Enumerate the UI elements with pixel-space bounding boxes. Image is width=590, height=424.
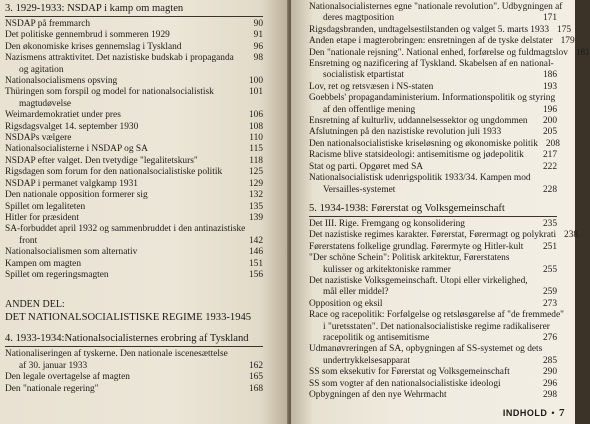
toc-entry [309,59,557,70]
toc-entry [5,42,263,53]
toc-entry [5,190,263,201]
toc-entry [309,390,557,401]
toc-entry-title: Det nazistiske regimes karakter. Førerstat, Førermagt og polykrati [309,230,557,241]
toc-entry-title: Den nationale opposition formerer sig [5,190,148,201]
toc-entry-page: 175 [557,24,572,35]
toc-entry-title: NSDAP efter valget. Den tvetydige "legalitetskurs" [5,155,198,166]
toc-entry [5,236,263,247]
toc-entry [309,322,557,333]
toc-entry-page: 290 [542,367,557,378]
toc-entry [5,384,263,395]
toc-entry-title: SS som vogter af den nationalsocialistiske ideologi [309,378,501,389]
section-3-heading [5,2,263,17]
toc-entry-title: Nationalsocialismens opsving [5,76,118,87]
section-4-continued-entries [309,2,590,196]
toc-entry [5,167,263,178]
toc-entry-title: Stat og parti. Opgøret med SA [309,161,424,172]
toc-entry-page: 101 [248,87,263,98]
toc-entry-title: Kampen om magten [5,258,82,269]
left-page [0,0,289,424]
section-4-entries [5,349,263,395]
toc-entry [5,349,263,360]
toc-entry-page: 251 [542,241,557,252]
toc-entry-page: 259 [542,287,557,298]
toc-entry-page: 165 [248,372,263,383]
toc-entry [309,70,557,81]
footer-label: INDHOLD [502,408,548,418]
toc-entry-title: deres magtposition [323,13,395,24]
footer-separator: • [551,408,555,418]
toc-entry-title: Ensretning og nazificering af Tyskland. Skabelsen af en national- [309,59,554,70]
toc-entry-page: 200 [542,116,557,127]
toc-entry-page: 135 [248,201,263,212]
toc-entry [5,202,263,213]
toc-entry-title: Det politiske gennembrud i sommeren 1929 [5,30,170,41]
toc-entry-page: 162 [248,360,263,371]
toc-entry [5,179,263,190]
toc-entry-page: 235 [542,218,557,229]
toc-entry [5,65,263,76]
toc-entry-title: Goebbels' propagandaministerium. Informationspolitik og styring [309,93,556,104]
toc-entry [309,116,557,127]
toc-entry-page: 142 [248,235,263,246]
toc-entry-page: 228 [542,184,557,195]
toc-entry [309,185,557,196]
toc-entry-title: i "uretsstaten". Det nationalsocialistiske regime radikaliserer [323,321,550,332]
toc-entry-title: "Der schöne Schein": Politisk arkitektur, Førerstatens [309,253,510,264]
toc-entry-page: 238 [564,230,579,241]
toc-entry [309,93,557,104]
toc-entry [5,224,263,235]
toc-entry [5,372,263,383]
section-4-title: 4. 1933-1934:Nationalsocialisternes erobring af Tyskland [5,333,249,345]
toc-entry-page: 276 [542,332,557,343]
toc-entry [309,344,557,355]
toc-entry-title: Nationaliseringen af tyskerne. Den nationale iscenesættelse [5,349,228,360]
page-footer [503,407,565,419]
toc-entry-page: 90 [253,19,263,29]
toc-entry-title: Den "nationale regering" [5,383,99,394]
toc-entry-title: SS som eksekutiv for Førerstat og Volksgemeinschaft [309,367,510,378]
toc-entry-page: 151 [248,258,263,269]
toc-entry-page: 196 [542,104,557,115]
toc-entry [5,99,263,110]
toc-entry-page: 156 [248,269,263,280]
toc-entry-page: 100 [248,76,263,87]
toc-entry-title: Anden etape i magterobringen: ensretningen af de tyske delstater [309,36,553,47]
toc-entry-page: 132 [248,190,263,201]
toc-entry-title: og agitation [19,64,64,75]
toc-entry-title: Den nationalsocialistiske kriseløsning og økonomiske politik [309,138,538,149]
toc-entry-title: Udmanøvreringen af SA, opbygningen af SS-systemet og dets [309,344,543,355]
toc-entry [5,144,263,155]
part-title: DET NATIONALSOCIALISTISKE REGIME 1933-1945 [5,312,252,324]
toc-entry-title: magtudøvelse [19,98,72,109]
toc-entry [309,367,557,378]
toc-entry-title: af den offentlige mening [323,104,416,115]
toc-entry [309,333,557,344]
toc-entry [309,138,560,150]
section-5-entries [309,218,579,402]
section-4-heading [5,332,263,347]
toc-entry [5,76,263,87]
toc-entry-title: af 30. januar 1933 [19,360,88,371]
toc-entry [309,105,557,116]
toc-entry-title: Nazismens attraktivitet. Det nazistiske budskab i propaganda [5,53,234,64]
toc-entry [5,53,263,64]
toc-entry-page: 273 [542,298,557,309]
toc-entry-title: Nationalsocialismen som alternativ [5,247,138,258]
toc-entry [309,253,557,264]
toc-entry-page: 115 [249,144,263,155]
toc-entry [309,379,557,390]
toc-entry [309,242,557,253]
toc-entry-page: 255 [542,264,557,275]
toc-entry-title: Spillet om regeringsmagten [5,269,109,280]
section-5-title: 5. 1934-1938: Førerstat og Volksgemeinschaft [309,202,505,214]
toc-entry [5,361,263,372]
toc-entry-page: 146 [248,247,263,258]
toc-entry [309,150,557,161]
toc-entry-title: Afslutningen på den nazistiske revolution juli 1933 [309,127,502,138]
toc-entry-page: 186 [542,70,557,81]
toc-entry-title: Hitler for præsident [5,212,79,223]
toc-entry [309,276,557,287]
toc-entry-page: 285 [542,355,557,366]
toc-entry [5,213,263,224]
toc-entry-title: Spillet om legaliteten [5,201,86,212]
toc-entry-page: 98 [253,53,263,64]
toc-entry [5,247,263,258]
toc-entry-page: 91 [253,30,263,41]
page-number: 7 [559,407,565,419]
section-3-title: 3. 1929-1933: NSDAP i kamp om magten [5,3,184,14]
toc-entry-page: 193 [542,81,557,92]
part-label: ANDEN DEL: [5,299,65,311]
toc-entry-page: 110 [249,133,263,144]
toc-entry-title: kulisser og arkitektoniske rammer [323,264,451,275]
toc-entry [309,13,557,24]
toc-entry-title: Det III. Rige. Fremgang og konsolidering [309,218,465,229]
toc-entry-title: Rigsdagsbranden, undtagelsestilstanden og valget 5. marts 1933 [309,24,550,35]
right-toc [309,2,590,401]
toc-entry-title: mål eller middel? [323,287,389,298]
toc-entry-page: 208 [545,138,560,149]
toc-entry-title: front [19,235,38,246]
toc-entry-title: NSDAP i permanet valgkamp 1931 [5,178,138,189]
toc-entry-title: Førerstatens folkelige grundlag. Førermyte og Hitler-kult [309,241,524,252]
toc-entry [5,270,263,281]
toc-entry-title: NSDAP på fremmarch [5,19,91,29]
right-page [291,0,590,424]
toc-entry-page: 125 [248,167,263,178]
toc-entry-page: 96 [253,41,263,52]
toc-entry-title: Nationalsocialistisk udenrigspolitik 1933/34. Kampen mod [309,173,531,184]
toc-entry-page: 108 [248,121,263,132]
toc-entry-page: 222 [542,161,557,172]
toc-entry-title: Racisme blive statsideologi: antisemitisme og jødepolitik [309,150,524,161]
toc-entry [309,2,563,13]
toc-entry [5,110,263,121]
toc-entry-title: Det nazistiske Volksgemeinschaft. Utopi eller virkelighed, [309,275,528,286]
toc-entry-page: 118 [249,155,263,166]
toc-entry [309,36,575,47]
toc-entry [309,310,564,321]
toc-entry-title: Opposition og eksil [309,298,383,309]
toc-entry [309,299,557,310]
toc-entry [309,287,557,298]
toc-entry [309,162,557,173]
toc-entry-title: racepolitik og antisemitisme [323,332,430,343]
toc-entry [5,30,263,41]
toc-entry-title: socialistisk etpartistat [323,70,404,81]
toc-entry [5,259,263,270]
toc-entry-title: SA-forbuddet april 1932 og sammenbruddet i den antinazistiske [5,224,246,235]
toc-entry-title: Opbygningen af den nye Wehrmacht [309,390,447,400]
toc-entry-page: 296 [542,378,557,389]
toc-entry-page: 129 [248,178,263,189]
toc-entry [5,19,263,30]
toc-entry-title: Versailles-systemet [323,184,396,195]
toc-entry [309,230,579,241]
toc-entry [309,47,590,59]
left-toc [5,2,263,395]
toc-entry-title: Den "nationale rejsning". National enhed, forførelse og fuldmagtslov [309,47,568,58]
toc-entry-title: undertrykkelsesapparat [323,355,410,366]
toc-entry [309,24,572,36]
toc-entry-title: NSDAPs vælgere [5,133,72,144]
toc-entry-title: Rigsdagen som forum for den nationalsocialistiske politik [5,167,223,178]
toc-entry-title: Nationalsocialisterne i NSDAP og SA [5,144,148,155]
toc-entry [309,356,557,367]
toc-entry-title: Den legale overtagelse af magten [5,372,130,383]
toc-entry-page: 298 [542,390,557,400]
toc-entry-title: Lov, ret og retsvæsen i NS-staten [309,81,434,92]
toc-entry-page: 171 [542,13,557,24]
toc-entry-title: Nationalsocialisternes egne "nationale revolution". Udbygningen af [309,2,563,12]
toc-entry-title: Den økonomiske krises gennemslag i Tyskland [5,41,182,52]
toc-entry-page: 106 [248,110,263,121]
toc-entry-title: Ensretning af kulturliv, uddannelsessektor og ungdommen [309,116,528,127]
toc-entry [5,122,263,133]
toc-entry-title: Weimardemokratiet under pres [5,110,121,121]
toc-entry-page: 168 [248,383,263,394]
toc-entry [309,219,557,230]
section-5-heading [309,202,557,217]
section-3-entries [5,19,263,281]
toc-entry [5,133,263,144]
toc-entry-page: 205 [542,127,557,138]
toc-entry [5,87,263,98]
toc-entry-page: 139 [248,212,263,223]
toc-entry-page: 179 [560,36,575,47]
toc-entry-title: Rigsdagsvalget 14. september 1930 [5,121,139,132]
toc-entry [309,127,557,138]
toc-entry [5,156,263,167]
toc-entry [309,265,557,276]
toc-entry-page: 181 [575,47,590,58]
toc-entry [309,173,557,184]
toc-entry [309,82,557,93]
toc-entry-title: Thüringen som forspil og model for nationalsocialistisk [5,87,214,98]
toc-entry-title: Race og racepolitik: Forfølgelse og retsløsgørelse af "de fremmede" [309,310,564,321]
toc-entry-page: 217 [542,150,557,161]
